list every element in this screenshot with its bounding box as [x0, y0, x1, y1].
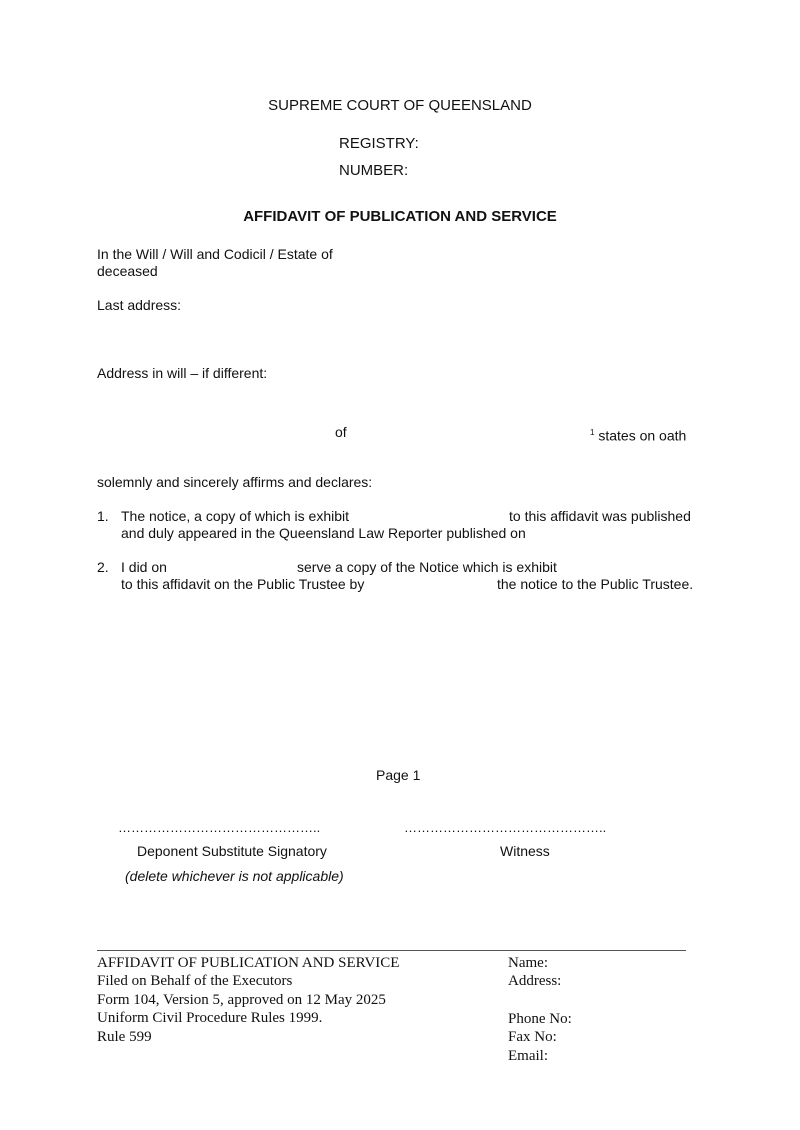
- last-address-label: Last address:: [97, 297, 182, 313]
- footer-email-label: Email:: [508, 1048, 548, 1064]
- footer-rules: Uniform Civil Procedure Rules 1999.: [97, 1010, 323, 1026]
- states-on-oath-text: states on oath: [598, 427, 687, 444]
- number-label: NUMBER:: [339, 162, 409, 179]
- paragraph-1-text-a: The notice, a copy of which is exhibit: [121, 508, 350, 524]
- footer-phone-label: Phone No:: [508, 1011, 572, 1027]
- deponent-signature-line: ………………………………………..: [118, 820, 321, 835]
- paragraph-2-text-c: to this affidavit on the Public Trustee by: [121, 576, 365, 592]
- deceased-label: deceased: [97, 263, 158, 279]
- states-on-oath: [590, 424, 686, 445]
- footer-name-label: Name:: [508, 955, 548, 971]
- footer-fax-label: Fax No:: [508, 1029, 557, 1045]
- footer-rule-number: Rule 599: [97, 1029, 152, 1045]
- paragraph-number: 1.: [97, 508, 109, 524]
- affirms-declares: solemnly and sincerely affirms and declares:: [97, 474, 373, 490]
- footer-divider: [97, 950, 686, 951]
- paragraph-2-text-d: the notice to the Public Trustee.: [497, 576, 694, 592]
- paragraph-1-text-c: and duly appeared in the Queensland Law Reporter published on: [121, 525, 526, 541]
- paragraph-number: 2.: [97, 559, 109, 575]
- estate-line: In the Will / Will and Codicil / Estate of: [97, 246, 333, 262]
- registry-label: REGISTRY:: [339, 135, 419, 152]
- address-in-will-label: Address in will – if different:: [97, 365, 268, 381]
- footnote-mark: 1: [590, 428, 595, 437]
- witness-signature-line: ………………………………………..: [404, 820, 607, 835]
- document-title: AFFIDAVIT OF PUBLICATION AND SERVICE: [243, 208, 557, 225]
- court-name: SUPREME COURT OF QUEENSLAND: [268, 97, 532, 114]
- paragraph-2-text-a: I did on: [121, 559, 167, 575]
- footer-title: AFFIDAVIT OF PUBLICATION AND SERVICE: [97, 955, 400, 971]
- of-label: of: [335, 424, 347, 440]
- paragraph-1-text-b: to this affidavit was published: [509, 508, 691, 524]
- page-number: Page 1: [376, 767, 421, 783]
- footer-filed-on-behalf: Filed on Behalf of the Executors: [97, 973, 293, 989]
- footer-form-version: Form 104, Version 5, approved on 12 May 2025: [97, 992, 386, 1008]
- footer-address-label: Address:: [508, 973, 562, 989]
- paragraph-2-text-b: serve a copy of the Notice which is exhibit: [297, 559, 557, 575]
- witness-label: Witness: [500, 843, 550, 859]
- delete-note: (delete whichever is not applicable): [125, 868, 344, 884]
- deponent-label: Deponent Substitute Signatory: [137, 843, 327, 859]
